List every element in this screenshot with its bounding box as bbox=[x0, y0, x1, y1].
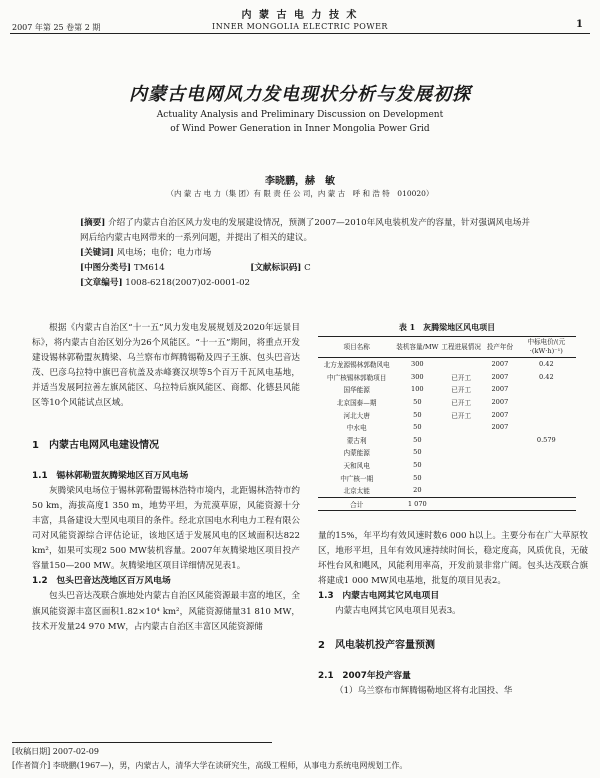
section-2-1-heading: 2.1 2007年投产容量 bbox=[318, 670, 411, 681]
table-cell: 50 bbox=[413, 423, 422, 432]
journal-name-en: INNER MONGOLIA ELECTRIC POWER bbox=[212, 22, 388, 31]
table-cell: 内蒙能源 bbox=[343, 449, 370, 458]
table-cell: 中广核锡林郭勒项目 bbox=[327, 373, 387, 382]
table-body bbox=[318, 358, 576, 511]
article-title-en-line1: Actuality Analysis and Preliminary Discussion on Development bbox=[156, 110, 444, 120]
table-cell: 已开工 bbox=[451, 411, 472, 420]
table-cell bbox=[483, 484, 517, 497]
table-cell: 300 bbox=[411, 360, 424, 369]
authors: 李晓鹏，赫 敏 bbox=[265, 176, 335, 187]
table-row bbox=[318, 434, 576, 447]
table-cell bbox=[439, 497, 483, 511]
page-number: 1 bbox=[576, 19, 583, 30]
table-cell bbox=[517, 396, 576, 409]
issue-info: 2007 年第 25 卷第 2 期 bbox=[12, 23, 101, 32]
table-cell: 北京太能 bbox=[343, 487, 370, 496]
table-cell: 2007 bbox=[491, 372, 509, 381]
table-cell: 已开工 bbox=[451, 386, 472, 395]
table-cell bbox=[483, 471, 517, 484]
table-cell: 0.42 bbox=[538, 372, 554, 381]
left-column bbox=[32, 321, 300, 635]
table-cell bbox=[439, 459, 483, 472]
table-cell bbox=[517, 421, 576, 434]
table-cell: 20 bbox=[413, 486, 422, 495]
table-cell: 0.579 bbox=[536, 435, 556, 444]
table-cell bbox=[517, 484, 576, 497]
table-row bbox=[318, 421, 576, 434]
table-row bbox=[318, 371, 576, 384]
section-2-1-paragraph: （1）乌兰察布市辉腾锡勒地区将有北国投、华 bbox=[335, 685, 513, 696]
table-row bbox=[318, 459, 576, 472]
table-cell: 北方龙源锡林郭勒风电 bbox=[323, 361, 390, 370]
table-cell bbox=[517, 497, 576, 511]
table-cell bbox=[517, 471, 576, 484]
table-cell: 2007 bbox=[491, 385, 509, 394]
table-cell: 中水电 bbox=[346, 424, 367, 433]
abstract-block bbox=[80, 216, 530, 291]
table-cell bbox=[439, 446, 483, 459]
table-header-cell: 中标电价/(元·(kW·h)⁻¹) bbox=[517, 337, 576, 358]
table-cell: 1 070 bbox=[395, 497, 439, 511]
doc-code-label: [文献标识码] bbox=[250, 263, 302, 273]
table-cell bbox=[439, 471, 483, 484]
section-1-3-paragraph: 内蒙古电网其它风电项目见表3。 bbox=[335, 606, 461, 617]
table-cell bbox=[439, 358, 483, 371]
table-header-cell: 项目名称 bbox=[318, 337, 395, 358]
header-divider bbox=[10, 33, 590, 34]
article-title: 内蒙古电网风力发电现状分析与发展初探 bbox=[129, 84, 471, 105]
table-cell: 50 bbox=[413, 435, 422, 444]
section-2-heading: 2 风电装机投产容量预测 bbox=[318, 639, 435, 651]
table-cell: 已开工 bbox=[451, 373, 472, 382]
table-cell: 50 bbox=[413, 473, 422, 482]
table-cell: 2007 bbox=[491, 398, 509, 407]
received-date: [收稿日期] 2007-02-09 bbox=[12, 747, 99, 756]
table-cell: 中广核一期 bbox=[340, 474, 374, 483]
table-cell bbox=[517, 446, 576, 459]
table-row bbox=[318, 408, 576, 421]
clc-value: TM614 bbox=[133, 263, 165, 273]
table-header-row bbox=[318, 337, 576, 358]
table-cell: 天和风电 bbox=[343, 462, 370, 471]
table-cell bbox=[439, 421, 483, 434]
table-cell bbox=[517, 408, 576, 421]
affiliation: （内 蒙 古 电 力（集 团）有 限 责 任 公 司，内 蒙 古 呼 和 浩 特 010020） bbox=[166, 189, 434, 198]
table-cell bbox=[483, 446, 517, 459]
keywords-label: [关键词] bbox=[80, 248, 114, 258]
abstract-text: 介绍了内蒙古自治区风力发电的发展建设情况，预测了2007—2010年风电装机发产的容量，针对强调风电场并网后给内蒙古电网带来的一系列问题，并提出了相关的建议。 bbox=[80, 218, 530, 243]
footnote-divider bbox=[12, 742, 272, 743]
table-cell: 50 bbox=[413, 448, 422, 457]
author-bio: [作者简介] 李晓鹏(1967—)，男，内蒙古人，清华大学在读研究生，高级工程师，从事电力系统电网规划工作。 bbox=[12, 761, 408, 770]
table-cell: 0.42 bbox=[538, 360, 554, 369]
section-1-2-paragraph: 包头巴音达茂联合旗地处内蒙古自治区风能资源最丰富的地区，全旗风能资源丰富区面积1.82×10⁴ km²，风能资源储量31 810 MW，技术开发量24 970 MW，占内蒙古自治区丰富区风能资源储 bbox=[32, 591, 300, 632]
table-row bbox=[318, 383, 576, 396]
table-cell bbox=[483, 434, 517, 447]
table-row bbox=[318, 471, 576, 484]
table-1-caption: 表 1 灰腾梁地区风电项目 bbox=[398, 322, 496, 332]
table-header-cell: 投产年份 bbox=[483, 337, 517, 358]
table-header-cell: 装机容量/MW bbox=[395, 337, 439, 358]
table-cell: 河北大唐 bbox=[343, 411, 370, 420]
abstract-label: [摘要] bbox=[80, 218, 106, 228]
table-cell: 蒙古利 bbox=[346, 436, 367, 445]
right-column bbox=[318, 529, 588, 699]
table-cell: 100 bbox=[411, 385, 424, 394]
table-cell: 国华能源 bbox=[343, 386, 370, 395]
table-cell: 50 bbox=[413, 398, 422, 407]
table-row bbox=[318, 358, 576, 371]
article-number-value: 1008-6218(2007)02-0001-02 bbox=[125, 278, 251, 288]
table-cell: 2007 bbox=[491, 360, 509, 369]
abstract bbox=[80, 216, 530, 246]
table-cell: 50 bbox=[413, 410, 422, 419]
table-cell bbox=[483, 497, 517, 511]
table-cell: 50 bbox=[413, 461, 422, 470]
table-row bbox=[318, 446, 576, 459]
clc-label: [中图分类号] bbox=[80, 263, 132, 273]
article-title-en-line2: of Wind Power Generation in Inner Mongolia Power Grid bbox=[170, 124, 430, 134]
table-cell bbox=[483, 459, 517, 472]
table-cell: 合计 bbox=[318, 497, 395, 511]
table-cell: 已开工 bbox=[451, 399, 472, 408]
doc-code-value: C bbox=[304, 263, 311, 273]
keywords-text: 风电场；电价；电力市场 bbox=[116, 248, 212, 258]
table-cell bbox=[439, 484, 483, 497]
article-number bbox=[80, 276, 530, 291]
table-cell: 300 bbox=[411, 372, 424, 381]
classification bbox=[80, 261, 530, 276]
section-1-1-heading: 1.1 锡林郭勒盟灰腾梁地区百万风电场 bbox=[32, 470, 189, 481]
table-cell bbox=[439, 434, 483, 447]
table-1 bbox=[318, 336, 576, 511]
section-1-3-heading: 1.3 内蒙古电网其它风电项目 bbox=[318, 591, 440, 602]
table-total-row bbox=[318, 497, 576, 511]
section-1-2-heading: 1.2 包头巴音达茂地区百万风电场 bbox=[32, 576, 171, 587]
keywords bbox=[80, 246, 530, 261]
table-cell: 北京国泰—期 bbox=[336, 399, 377, 408]
table-cell: 2007 bbox=[491, 410, 509, 419]
table-header-cell: 工程进展情况 bbox=[439, 337, 483, 358]
section-1-heading: 1 内蒙古电网风电建设情况 bbox=[32, 439, 159, 451]
table-row bbox=[318, 484, 576, 497]
article-number-label: [文章编号] bbox=[80, 278, 123, 288]
intro-paragraph: 根据《内蒙古自治区“十一五”风力发电发展规划及2020年远景目标》，将内蒙古自治区划分为26个风能区。“十一五”期间，将重点开发建设锡林郭勒盟灰腾梁、乌兰察布市辉腾锡勒及四子王旗、包头巴音达茂、巴彦乌拉特中旗巴音杭盖及赤峰赛汉坝等5个百万千瓦风电基地，并适当发展阿拉善左旗风能区、乌拉特后旗风能区、商都、化德县风能区等10个风能试点区域。 bbox=[32, 323, 300, 409]
section-1-1-paragraph: 灰腾梁风电场位于锡林郭勒盟锡林浩特市境内，北距锡林浩特市约50 km，海拔高度1 350 m，地势平坦，为荒漠草原，风能资源十分丰富，具备建设大型风电项目的条件。经北京国电水利电力工程有限公司对风能资源综合评估论证，该地区适于发展风电的区域面积达822 km²，如果可实现2 500 MW装机容量。2007年灰腾梁地区项目投产容量150—200 MW。灰腾梁地区项目详细情况见表1。 bbox=[32, 485, 300, 572]
continued-paragraph: 量的15%，年平均有效风速时数6 000 h以上。主要分布在广大草原牧区，地形平坦，且年有效风速持续时间长，稳定度高，风质优良，无破坏性台风和飓风，风能利用率高，开发前景非常广阔。包头达茂联合旗将建成1 000 MW风电基地，批复的项目见表2。 bbox=[318, 531, 588, 587]
table-cell bbox=[517, 383, 576, 396]
table-cell bbox=[517, 459, 576, 472]
journal-name: 内 蒙 古 电 力 技 术 bbox=[241, 10, 359, 21]
table-row bbox=[318, 396, 576, 409]
table-cell: 2007 bbox=[491, 423, 509, 432]
